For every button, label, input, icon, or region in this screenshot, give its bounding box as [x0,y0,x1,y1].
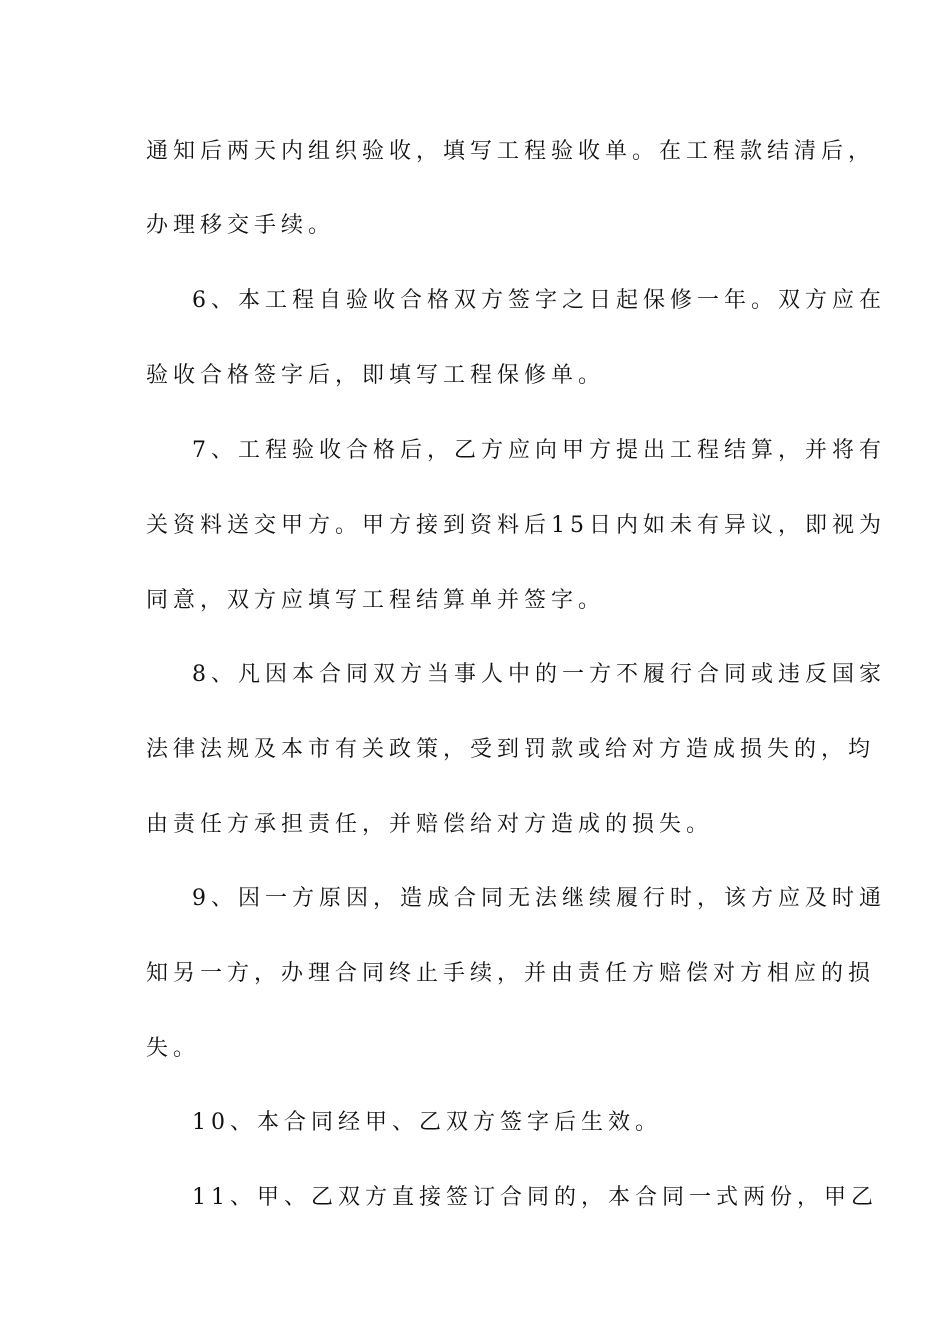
text-line: 由责任方承担责任，并赔偿给对方造成的损失。 [146,812,714,837]
text-line: 同意，双方应填写工程结算单并签字。 [146,588,606,613]
text-line: 失。 [146,1036,201,1061]
paragraph-6-line: 6、本工程自验收合格双方签字之日起保修一年。双方应在 [192,288,886,313]
text-line: 关资料送交甲方。甲方接到资料后15日内如未有异议，即视为 [146,513,886,538]
text-line: 办理移交手续。 [146,213,336,238]
paragraph-7-line: 7、工程验收合格后，乙方应向甲方提出工程结算，并将有 [192,438,886,463]
text-line: 知另一方，办理合同终止手续，并由责任方赔偿对方相应的损 [146,961,876,986]
paragraph-11-line: 11、甲、乙双方直接签订合同的，本合同一式两份，甲乙 [192,1185,878,1210]
text-line: 通知后两天内组织验收，填写工程验收单。在工程款结清后， [146,139,876,164]
text-line: 验收合格签字后，即填写工程保修单。 [146,363,606,388]
paragraph-10-line: 10、本合同经甲、乙双方签字后生效。 [192,1110,662,1135]
paragraph-9-line: 9、因一方原因，造成合同无法继续履行时，该方应及时通 [192,886,886,911]
paragraph-8-line: 8、凡因本合同双方当事人中的一方不履行合同或违反国家 [192,662,886,687]
text-line: 法律法规及本市有关政策，受到罚款或给对方造成损失的，均 [146,737,876,762]
